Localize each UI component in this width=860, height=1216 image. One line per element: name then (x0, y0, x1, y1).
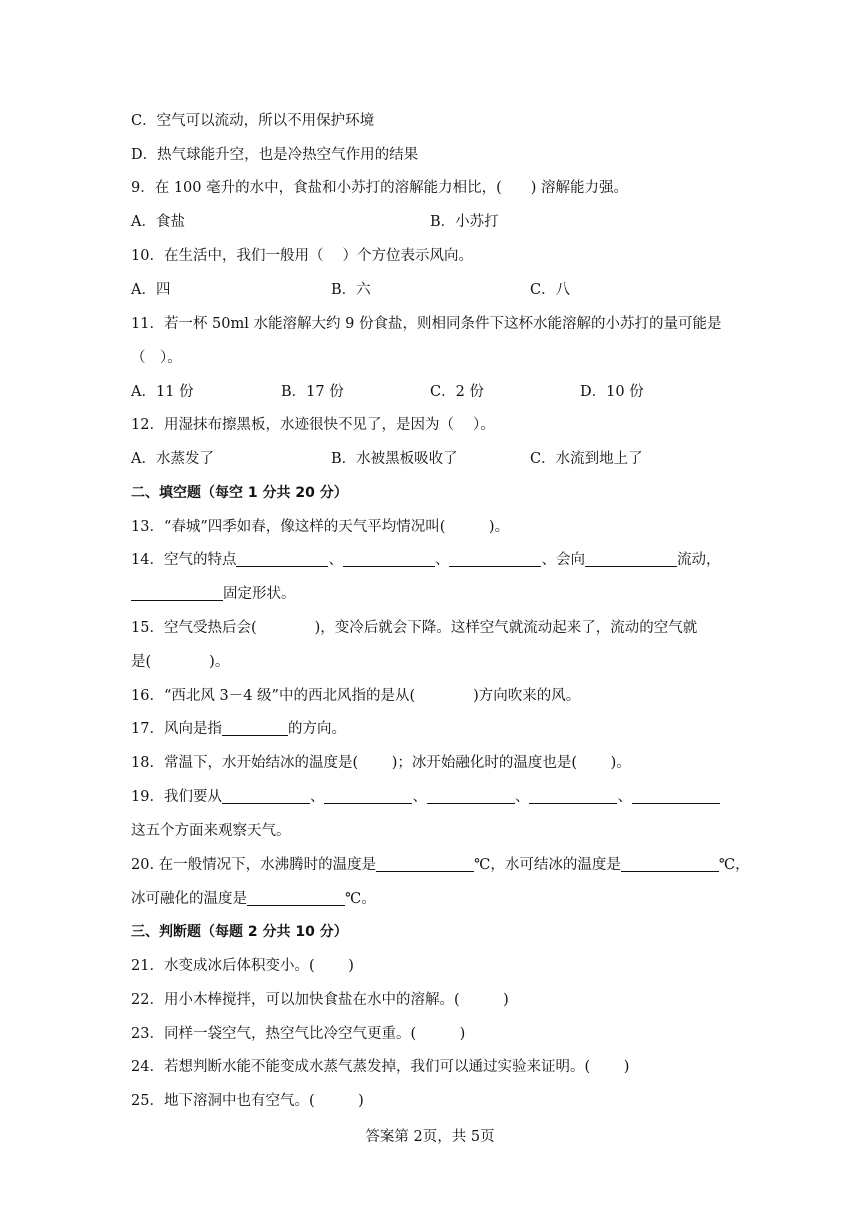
q11-option-d: D．10 份 (580, 384, 644, 400)
answer-blank (427, 788, 515, 804)
q20-text: 20. 在一般情况下，水沸腾时的温度是 (131, 857, 377, 873)
question-11: 11．若一杯 50ml 水能溶解大约 9 份食盐，则相同条件下这杯水能溶解的小苏打的量可能是 (131, 316, 722, 332)
question-18: 18．常温下，水开始结冰的温度是( )；冰开始融化时的温度也是( )。 (131, 755, 631, 771)
question-20 (131, 855, 750, 875)
q10-option-b: B．六 (331, 282, 371, 298)
q20-text: ℃， (718, 857, 750, 873)
question-14 (131, 550, 720, 570)
q11-option-b: B．17 份 (281, 384, 344, 400)
option-line: C．空气可以流动，所以不用保护环境 (131, 113, 375, 129)
answer-blank (131, 585, 223, 601)
question-16: 16．“西北风 3－4 级”中的西北风指的是从( )方向吹来的风。 (131, 688, 581, 704)
question-24: 24．若想判断水能不能变成水蒸气蒸发掉，我们可以通过实验来证明。( ) (131, 1059, 630, 1075)
answer-blank (324, 788, 412, 804)
q19-text: 19．我们要从 (131, 789, 222, 805)
page-footer: 答案第 2页，共 5页 (365, 1129, 495, 1145)
q12-option-c: C．水流到地上了 (530, 451, 643, 467)
question-14-cont (131, 584, 296, 604)
separator: 、 (514, 789, 530, 805)
separator: 、 (328, 552, 343, 568)
separator: 、 (309, 789, 325, 805)
question-9: 9．在 100 毫升的水中，食盐和小苏打的溶解能力相比，( ) 溶解能力强。 (131, 180, 629, 196)
answer-blank (632, 788, 720, 804)
question-17 (131, 719, 346, 739)
q20-text: 冰可融化的温度是 (131, 891, 247, 907)
q12-option-b: B．水被黑板吸收了 (331, 451, 458, 467)
section-heading-fill-in: 二、填空题（每空 1 分共 20 分） (131, 485, 348, 501)
question-25: 25．地下溶洞中也有空气。( ) (131, 1093, 364, 1109)
answer-blank (236, 551, 328, 567)
question-23: 23．同样一袋空气，热空气比冷空气更重。( ) (131, 1026, 466, 1042)
separator: 、 (412, 789, 427, 805)
question-15-cont: 是( )。 (131, 654, 230, 670)
q17-text: 17．风向是指 (131, 721, 222, 737)
answer-blank (222, 788, 310, 804)
q14-text-end: 流动， (676, 552, 721, 568)
question-19-cont: 这五个方面来观察天气。 (131, 823, 291, 839)
question-21: 21．水变成冰后体积变小。( ) (131, 958, 354, 974)
question-10: 10．在生活中，我们一般用（ ）个方位表示风向。 (131, 248, 474, 264)
q11-option-a: A．11 份 (131, 384, 194, 400)
q14-text: 固定形状。 (223, 586, 296, 602)
q20-text: ℃，水可结冰的温度是 (474, 857, 621, 873)
answer-blank (621, 856, 719, 872)
option-line: D．热气球能升空，也是冷热空气作用的结果 (131, 147, 419, 163)
answer-blank (343, 551, 435, 567)
question-15: 15．空气受热后会( )，变冷后就会下降。这样空气就流动起来了，流动的空气就 (131, 620, 698, 636)
question-19 (131, 787, 720, 807)
answer-blank (376, 856, 474, 872)
answer-blank (585, 551, 677, 567)
question-13: 13．“春城”四季如春，像这样的天气平均情况叫( )。 (131, 519, 510, 535)
separator: 、会向 (541, 552, 585, 568)
q17-text-end: 的方向。 (287, 721, 346, 737)
q10-option-a: A．四 (131, 282, 171, 298)
q9-option-a: A．食盐 (131, 214, 185, 230)
question-20-cont (131, 889, 376, 909)
section-heading-true-false: 三、判断题（每题 2 分共 10 分） (131, 924, 348, 940)
q10-option-c: C．八 (530, 282, 571, 298)
q20-text-end: ℃。 (345, 891, 376, 907)
question-12: 12．用湿抹布擦黑板，水迹很快不见了，是因为（ ）。 (131, 417, 495, 433)
answer-blank (222, 720, 288, 736)
answer-blank (247, 890, 345, 906)
q14-text: 14．空气的特点 (131, 552, 237, 568)
separator: 、 (434, 552, 450, 568)
answer-blank (449, 551, 541, 567)
question-22: 22．用小木棒搅拌，可以加快食盐在水中的溶解。( ) (131, 992, 509, 1008)
separator: 、 (617, 789, 632, 805)
q9-option-b: B．小苏打 (430, 214, 499, 230)
question-11-cont: （ ）。 (131, 350, 182, 366)
answer-blank (529, 788, 617, 804)
q11-option-c: C．2 份 (430, 384, 484, 400)
q12-option-a: A．水蒸发了 (131, 451, 214, 467)
